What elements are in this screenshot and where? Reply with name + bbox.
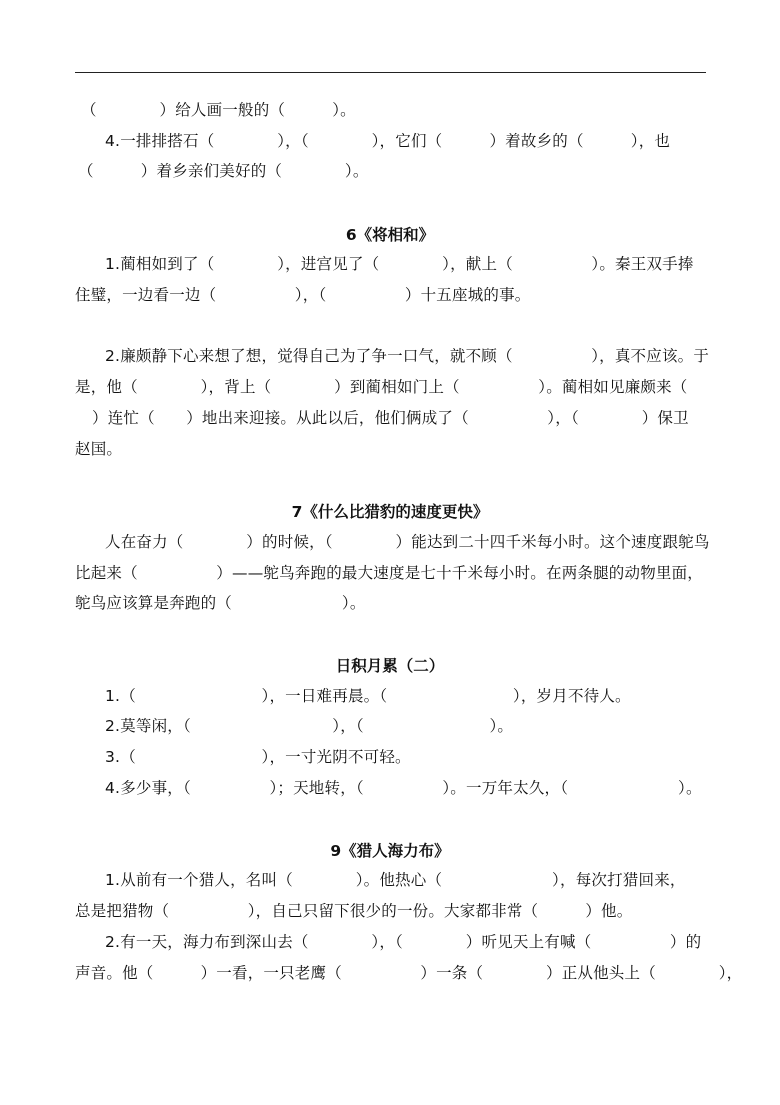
text-line: 人在奋力（ ）的时候，（ ）能达到二十四千米每小时。这个速度跟鸵鸟 [105,533,710,551]
text-line: 住璧，一边看一边（ ），（ ）十五座城的事。 [75,286,531,304]
section-title: 6《将相和》 [345,226,435,244]
top-rule [75,72,706,73]
text-line: ）连忙（ ）地出来迎接。从此以后，他们俩成了（ ），（ ）保卫 [92,409,689,427]
text-line: 1.从前有一个猎人，名叫（ ）。他热心（ ），每次打猎回来， [105,871,686,889]
text-line: 1.蔺相如到了（ ），进宫见了（ ），献上（ ）。秦王双手捧 [105,255,694,273]
text-line: 声音。他（ ）一看，一只老鹰（ ）一条（ ）正从他头上（ ）， [75,964,743,982]
section-title: 9《猎人海力布》 [330,842,450,860]
text-line: （ ）着乡亲们美好的（ ）。 [78,162,369,180]
text-line: 4.一排排搭石（ ），（ ），它们（ ）着故乡的（ ），也 [105,132,671,150]
text-line: 3.（ ），一寸光阴不可轻。 [105,748,411,766]
text-line: 是，他（ ），背上（ ）到蔺相如门上（ ）。蔺相如见廉颇来（ [75,378,688,396]
section-title: 日积月累（二） [335,657,445,675]
text-line: 1.（ ），一日难再晨。（ ），岁月不待人。 [105,687,631,705]
text-line: 4.多少事，（ ）；天地转，（ ）。一万年太久，（ ）。 [105,779,702,797]
text-line: 2.莫等闲，（ ），（ ）。 [105,717,514,735]
text-line: 鸵鸟应该算是奔跑的（ ）。 [75,594,366,612]
text-line: 2.廉颇静下心来想了想，觉得自己为了争一口气，就不顾（ ），真不应该。于 [105,347,710,365]
text-line: 比起来（ ）——鸵鸟奔跑的最大速度是七十千米每小时。在两条腿的动物里面， [75,564,704,582]
section-title: 7《什么比猎豹的速度更快》 [291,503,489,521]
text-line: 2.有一天，海力布到深山去（ ），（ ）听见天上有喊（ ）的 [105,933,702,951]
text-line: （ ）给人画一般的（ ）。 [81,101,356,119]
text-line: 赵国。 [75,440,123,458]
text-line: 总是把猎物（ ），自己只留下很少的一份。大家都非常（ ）他。 [75,902,633,920]
